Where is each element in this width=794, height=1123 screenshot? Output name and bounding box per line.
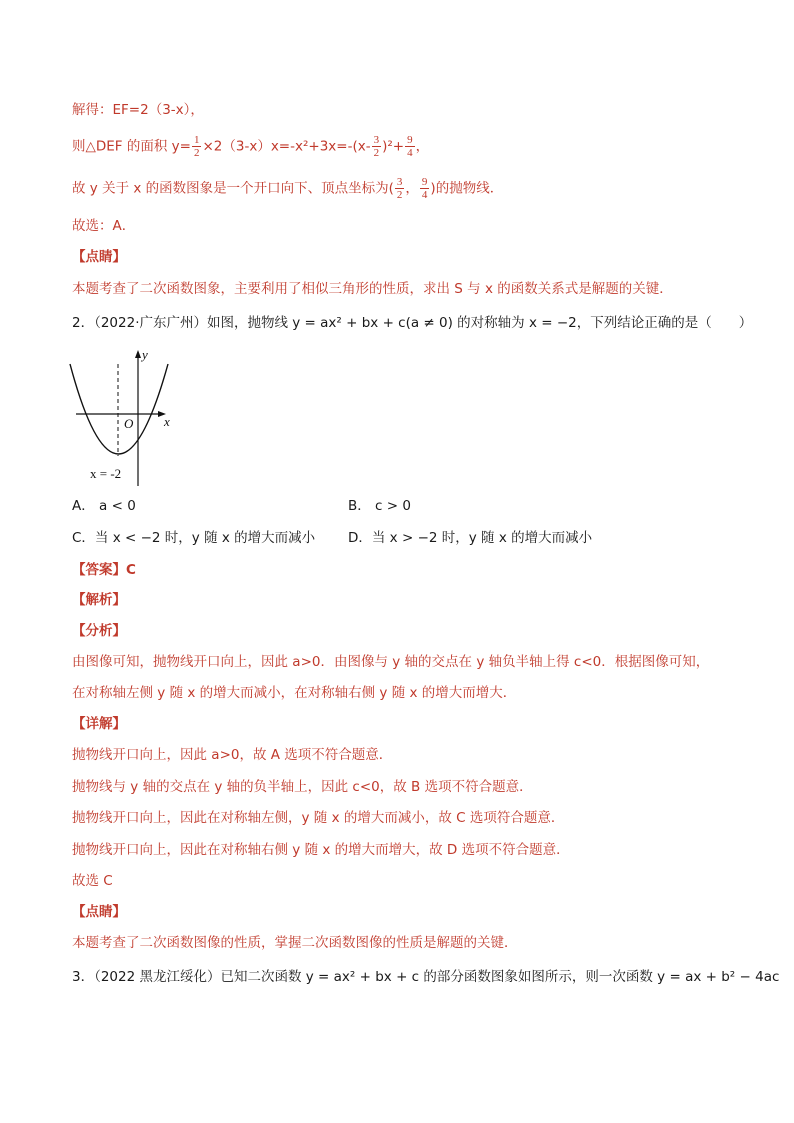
fraction-three-halves — [395, 176, 405, 201]
solution-line-2-prefix: 则△DEF 的面积 y= — [72, 138, 191, 155]
solution-line-3-sep: ， — [405, 180, 419, 197]
solution-line-3 — [72, 176, 503, 201]
solution-line-2-after: )²+ — [382, 138, 405, 155]
question-3-stem: 3．（2022 黑龙江绥化）已知二次函数 y = ax² + bx + c 的部分函数图象如图所示，则一次函数 y = ax + b² − 4ac — [72, 969, 780, 985]
option-a: A． a < 0 — [72, 498, 136, 514]
fraction-nine-fourths — [405, 134, 415, 159]
fraction-numerator: 9 — [421, 176, 428, 188]
dianjing-text-1: 本题考查了二次函数图象，主要利用了相似三角形的性质，求出 S 与 x 的函数关系式是解题的关键． — [72, 281, 673, 297]
fraction-denominator: 4 — [407, 147, 413, 159]
dianjing-text-2: 本题考查了二次函数图像的性质，掌握二次函数图像的性质是解题的关键． — [72, 935, 518, 951]
x-axis-label: x — [164, 414, 170, 429]
option-c: C．当 x < −2 时，y 随 x 的增大而减小 — [72, 530, 316, 546]
fraction-denominator: 2 — [396, 189, 403, 201]
fraction-numerator: 1 — [193, 134, 200, 146]
solution-line-1: 解得：EF=2（3-x）， — [72, 102, 204, 118]
option-d: D．当 x > −2 时，y 随 x 的增大而减小 — [348, 530, 593, 546]
solution-line-3-end: )的抛物线． — [430, 180, 504, 197]
solution-line-2 — [72, 134, 429, 159]
solution-line-3-prefix: 故 y 关于 x 的函数图象是一个开口向下、顶点坐标为( — [72, 180, 394, 197]
option-b: B． c > 0 — [348, 498, 411, 514]
origin-label: O — [124, 416, 134, 431]
symmetry-axis-label: x = -2 — [90, 466, 122, 481]
fenxi-text-1: 由图像可知，抛物线开口向上，因此 a>0．由图像与 y 轴的交点在 y 轴负半轴上得 c<0．根据图像可知， — [72, 654, 710, 670]
fenxi-label: 【分析】 — [72, 623, 126, 639]
fenxi-text-2: 在对称轴左侧 y 随 x 的增大而减小，在对称轴右侧 y 随 x 的增大而增大． — [72, 685, 517, 701]
dianjing-label-2: 【点睛】 — [72, 904, 126, 920]
fraction-denominator: 2 — [193, 147, 200, 159]
dianjing-label-1: 【点睛】 — [72, 249, 126, 265]
final-choice: 故选 C — [72, 873, 113, 889]
detail-1: 抛物线开口向上，因此 a>0，故 A 选项不符合题意． — [72, 747, 393, 763]
xiangjie-label: 【详解】 — [72, 716, 126, 732]
fraction-three-halves — [372, 134, 382, 159]
fraction-denominator: 2 — [373, 147, 380, 159]
answer: 【答案】C — [72, 562, 136, 578]
parabola-curve — [70, 364, 168, 454]
detail-4: 抛物线开口向上，因此在对称轴右侧 y 随 x 的增大而增大，故 D 选项不符合题意． — [72, 842, 570, 858]
solution-line-4: 故选：A． — [72, 218, 136, 234]
parabola-graph — [62, 344, 202, 489]
fraction-nine-fourths — [420, 176, 430, 201]
solution-line-2-mid: ×2（3-x）x=-x²+3x=-(x- — [202, 138, 371, 155]
solution-line-2-end: ， — [415, 138, 430, 155]
fraction-one-half — [192, 134, 202, 159]
fraction-numerator: 3 — [396, 176, 403, 188]
fraction-denominator: 4 — [421, 189, 428, 201]
jiexi-label: 【解析】 — [72, 592, 126, 608]
fraction-numerator: 9 — [407, 134, 413, 146]
detail-2: 抛物线与 y 轴的交点在 y 轴的负半轴上，因此 c<0，故 B 选项不符合题意． — [72, 779, 533, 795]
y-axis-arrow — [135, 350, 141, 358]
fraction-numerator: 3 — [373, 134, 380, 146]
question-2-stem: 2．（2022·广东广州）如图，抛物线 y = ax² + bx + c(a ≠ 0) 的对称轴为 x = −2，下列结论正确的是（ ） — [72, 315, 753, 331]
y-axis-label: y — [142, 347, 148, 362]
detail-3: 抛物线开口向上，因此在对称轴左侧，y 随 x 的增大而减小，故 C 选项符合题意． — [72, 810, 565, 826]
